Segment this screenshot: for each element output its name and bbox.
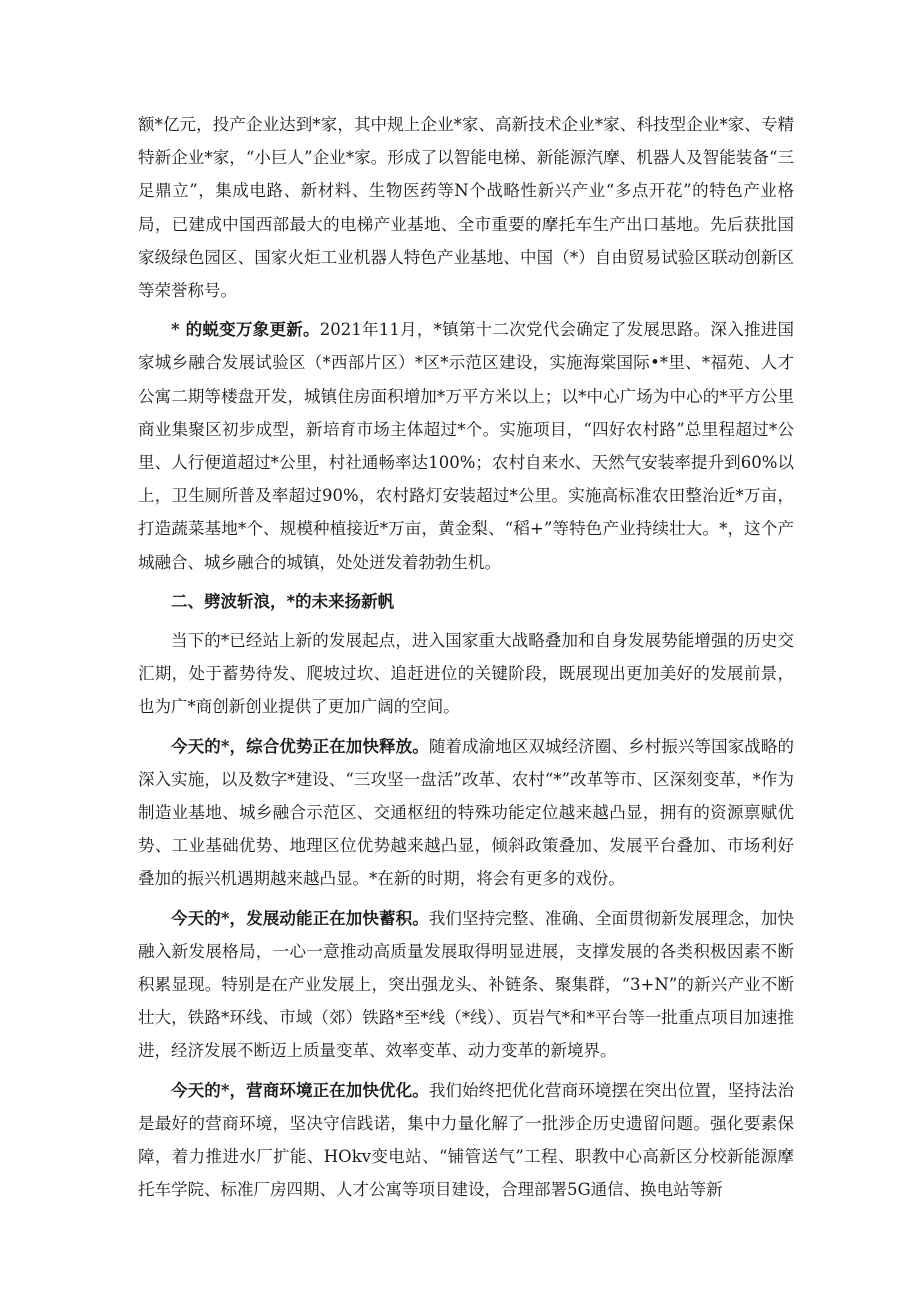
paragraph-lead: 今天的*，发展动能正在加快蓄积。 (171, 908, 429, 928)
paragraph-text: 当下的*已经站上新的发展起点，进入国家重大战略叠加和自身发展势能增强的历史交汇期，处于蓄势待发、爬坡过坎、追赶进位的关键阶段，既展现出更加美好的发展前景，也为广*商创新创业提供了更加广阔的空间。 (138, 631, 794, 717)
paragraph-text: 2021年11月，*镇第十二次党代会确定了发展思路。深入推进国家城乡融合发展试验区（*西部片区）*区*示范区建设，实施海棠国际•*里、*福苑、人才公寓二期等楼盘开发，城镇住房面积增加*万平方米以上；以*中心广场为中心的*平方公里商业集聚区初步成型，新培育市场主体超过*个。实施项目，“四好农村路”总里程超过*公里、人行便道超过*公里，村社通畅率达100%；农村自来水、天然气安装率提升到60%以上，卫生厕所普及率超过90%，农村路灯安装超过*公里。实施高标准农田整治近*万亩，打造蔬菜基地*个、规模种植接近*万亩，黄金梨、“稻+”等特色产业持续壮大。*，这个产城融合、城乡融合的城镇，处处迸发着勃勃生机。 (138, 320, 794, 572)
paragraph-town-transformation (138, 313, 794, 579)
paragraph-lead: 今天的*，综合优势正在加快释放。 (171, 736, 429, 756)
paragraph-text: 额*亿元，投产企业达到*家，其中规上企业*家、高新技术企业*家、科技型企业*家、专精特新企业*家，“小巨人”企业*家。形成了以智能电梯、新能源汽摩、机器人及智能装备“三足鼎立”，集成电路、新材料、生物医药等N个战略性新兴产业“多点开花”的特色产业格局，已建成中国西部最大的电梯产业基地、全市重要的摩托车生产出口基地。先后获批国家级绿色园区、国家火炬工业机器人特色产业基地、中国（*）自由贸易试验区联动创新区等荣誉称号。 (138, 115, 794, 301)
paragraph-new-starting-point (138, 624, 794, 724)
document-body (138, 108, 794, 1213)
paragraph-industry-summary (138, 108, 794, 307)
paragraph-development-momentum (138, 902, 794, 1068)
section-heading-2: 二、劈波斩浪，*的未来扬新帆 (171, 591, 395, 611)
paragraph-text: 随着成渝地区双城经济圈、乡村振兴等国家战略的深入实施，以及数字*建设、“三攻坚一盘活”改革、农村“*”改革等市、区深刻变革，*作为制造业基地、城乡融合示范区、交通枢纽的特殊功能定位越来越凸显，拥有的资源禀赋优势、工业基础优势、地理区位优势越来越凸显，倾斜政策叠加、发展平台叠加、市场利好叠加的振兴机遇期越来越凸显。*在新的时期，将会有更多的戏份。 (138, 736, 795, 889)
paragraph-comprehensive-advantage (138, 730, 794, 896)
paragraph-lead: 今天的*，营商环境正在加快优化。 (171, 1080, 429, 1100)
paragraph-business-environment (138, 1074, 794, 1207)
paragraph-text: 我们始终把优化营商环境摆在突出位置，坚持法治是最好的营商环境，坚决守信践诺，集中力量化解了一批涉企历史遗留问题。强化要素保障，着力推进水厂扩能、HOkv变电站、“铺管送气”工程、职教中心高新区分校新能源摩托车学院、标准厂房四期、人才公寓等项目建设，合理部署5G通信、换电站等新 (138, 1080, 795, 1200)
paragraph-lead: * 的蜕变万象更新。 (171, 320, 320, 340)
paragraph-text: 我们坚持完整、准确、全面贯彻新发展理念，加快融入新发展格局，一心一意推动高质量发展取得明显进展，支撑发展的各类积极因素不断积累显现。特别是在产业发展上，突出强龙头、补链条、聚集群，“3+N”的新兴产业不断壮大，铁路*环线、市域（郊）铁路*至*线（*线）、页岩气*和*平台等一批重点项目加速推进，经济发展不断迈上质量变革、效率变革、动力变革的新境界。 (138, 908, 795, 1061)
